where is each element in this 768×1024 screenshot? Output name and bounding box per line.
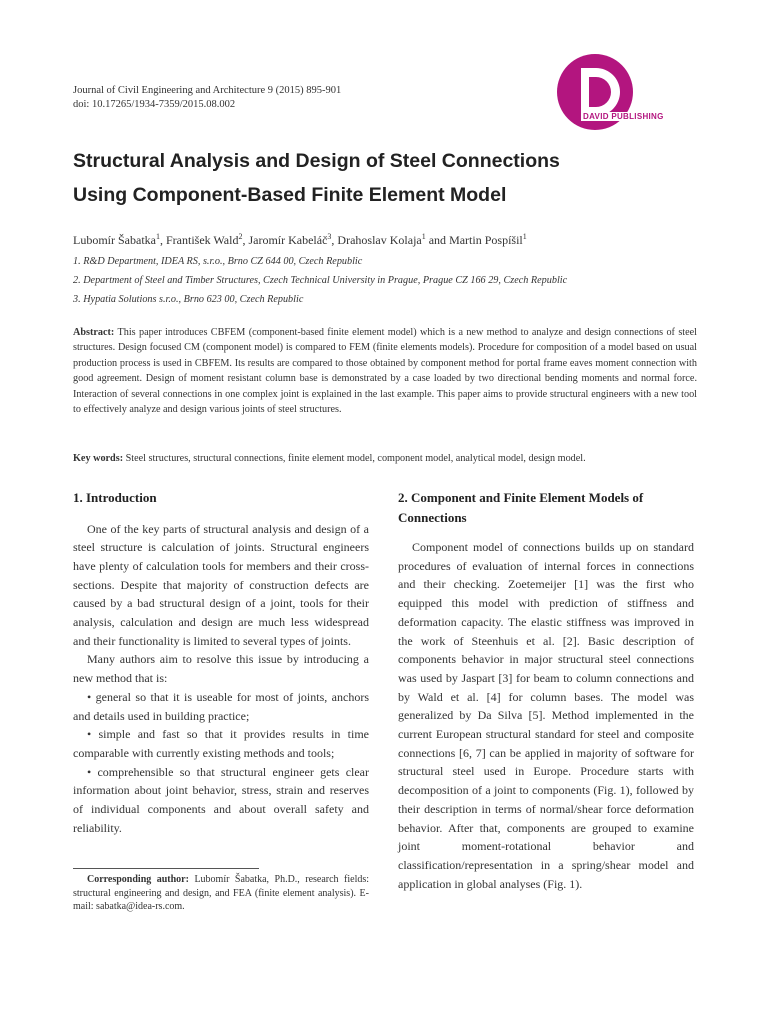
affiliation-3: 3. Hypatia Solutions s.r.o., Brno 623 00, Czech Republic xyxy=(73,294,304,305)
footnote-text: Lubomír Šabatka, Ph.D., research fields: structural engineering and design, and FEA (finite element analysis). E-mail: sabatka@idea-rs.com. xyxy=(73,874,370,912)
bullet-item: • simple and fast so that it provides results in time comparable with currently existing methods and tools; xyxy=(73,727,369,760)
author-list xyxy=(73,232,527,248)
keywords-label: Key words: xyxy=(73,453,124,464)
author-sup: 2 xyxy=(238,232,243,241)
section-2-paragraph: Component model of connections builds up on standard procedures of evaluation of internal forces in connections and their checking. Zoetemeijer [1] was the first who equipped this model with prediction of stiffness and deformation capacity. The elastic stiffness was improved in the work of Steenhuis et al. [2]. Basic description of components behavior in major structural steel connections was used by Jaspart [3] for beam to column connections and by Wald et al. [4] for column bases. The model was generalized by Da Silva [5]. Method implemented in the current European structural standard for steel and composite connections [6, 7] can be applied in majority of software for structural steel used in Europe. Procedure starts with decomposition of a joint to components (Fig. 1), followed by their description in terms of normal/shear force deformation behavior. After that, components are grouped to examine joint moment-rotational behavior and classification/representation in a spring/shear model and application in global analyses (Fig. 1). xyxy=(398,540,694,891)
section-1-paragraph: One of the key parts of structural analysis and design of a steel structure is calculation of joints. Structural engineers have plenty of calculation tools for members and their cross-sections. Despite that majority of construction defects are caused by a bad structural design of a joint, tools for their analysis, calculation and design are much less widespread and their functionality is limited to several types of joints. xyxy=(73,521,369,648)
affiliation-1: 1. R&D Department, IDEA RS, s.r.o., Brno CZ 644 00, Czech Republic xyxy=(73,256,363,267)
section-1-paragraph: Many authors aim to resolve this issue by introducing a new method that is: xyxy=(73,652,369,686)
section-1-heading: 1. Introduction xyxy=(73,490,157,505)
journal-doi: doi: 10.17265/1934-7359/2015.08.002 xyxy=(73,99,236,110)
bullet-item: • comprehensible so that structural engineer gets clear information about joint behavior, stress, strain and reserves of individual components and about overall safety and reliability. xyxy=(73,764,370,835)
author-sep: , xyxy=(159,233,166,247)
author-sep: , xyxy=(331,233,338,247)
author-sup: 1 xyxy=(522,232,527,241)
bullet-text: comprehensible so that structural engineer gets clear information about joint behavior, stress, strain and reserves of individual components and about overall safety and reliability. xyxy=(73,764,370,835)
author-sup: 1 xyxy=(155,232,160,241)
publisher-logo-text: DAVID PUBLISHING xyxy=(583,112,664,121)
footnote-divider xyxy=(73,868,259,869)
author: František Wald xyxy=(165,233,239,247)
author: Lubomír Šabatka xyxy=(73,233,156,247)
abstract xyxy=(73,325,697,417)
keywords xyxy=(73,453,697,464)
affiliation-2: 2. Department of Steel and Timber Structures, Czech Technical University in Prague, Prague CZ 166 29, Czech Republic xyxy=(73,275,568,286)
author-sep: , xyxy=(242,233,249,247)
bullet-text: general so that it is useable for most of joints, anchors and details used in building practice; xyxy=(73,689,370,723)
right-column xyxy=(398,488,694,893)
author-sup: 1 xyxy=(421,232,426,241)
abstract-text: This paper introduces CBFEM (component-based finite element model) which is a new method to analyze and design connections of steel structures. Design focused CM (component model) is compared to FEM (finite elements models). Procedure for composition of a model based on usual production process is used in CBFEM. Its results are compared to those obtained by component method for portal frame eaves moment connection with good agreement. Design of moment resistant column base is demonstrated by a case loaded by two directional bending moments and normal force. Interaction of several connections in one complex joint is explained in the last example. This paper aims to provide structural engineers with a new tool to effectively analyze and design various joints of steel structures. xyxy=(73,327,697,416)
journal-citation: Journal of Civil Engineering and Architecture 9 (2015) 895-901 xyxy=(73,85,342,96)
author: Martin Pospíšil xyxy=(449,233,523,247)
abstract-label: Abstract: xyxy=(73,327,115,338)
publisher-logo xyxy=(553,52,703,132)
author: Drahoslav Kolaja xyxy=(337,233,422,247)
footnote-label: Corresponding author: xyxy=(87,874,189,885)
bullet-item: • general so that it is useable for most of joints, anchors and details used in building practice; xyxy=(73,689,370,723)
paper-title-line2: Using Component-Based Finite Element Model xyxy=(73,184,507,206)
author-sup: 3 xyxy=(327,232,332,241)
paper-title xyxy=(73,144,703,212)
author: Jaromír Kabeláč xyxy=(248,233,328,247)
paper-title-line1: Structural Analysis and Design of Steel Connections xyxy=(73,150,560,172)
keywords-text: Steel structures, structural connections, finite element model, component model, analytical model, design model. xyxy=(125,453,586,464)
section-2-heading: 2. Component and Finite Element Models of Connections xyxy=(398,490,644,525)
corresponding-author-footnote xyxy=(73,873,369,914)
left-column xyxy=(73,488,369,837)
journal-header xyxy=(73,84,341,112)
author-sep: and xyxy=(425,233,450,247)
bullet-text: simple and fast so that it provides results in time comparable with currently existing methods and tools; xyxy=(73,727,369,760)
